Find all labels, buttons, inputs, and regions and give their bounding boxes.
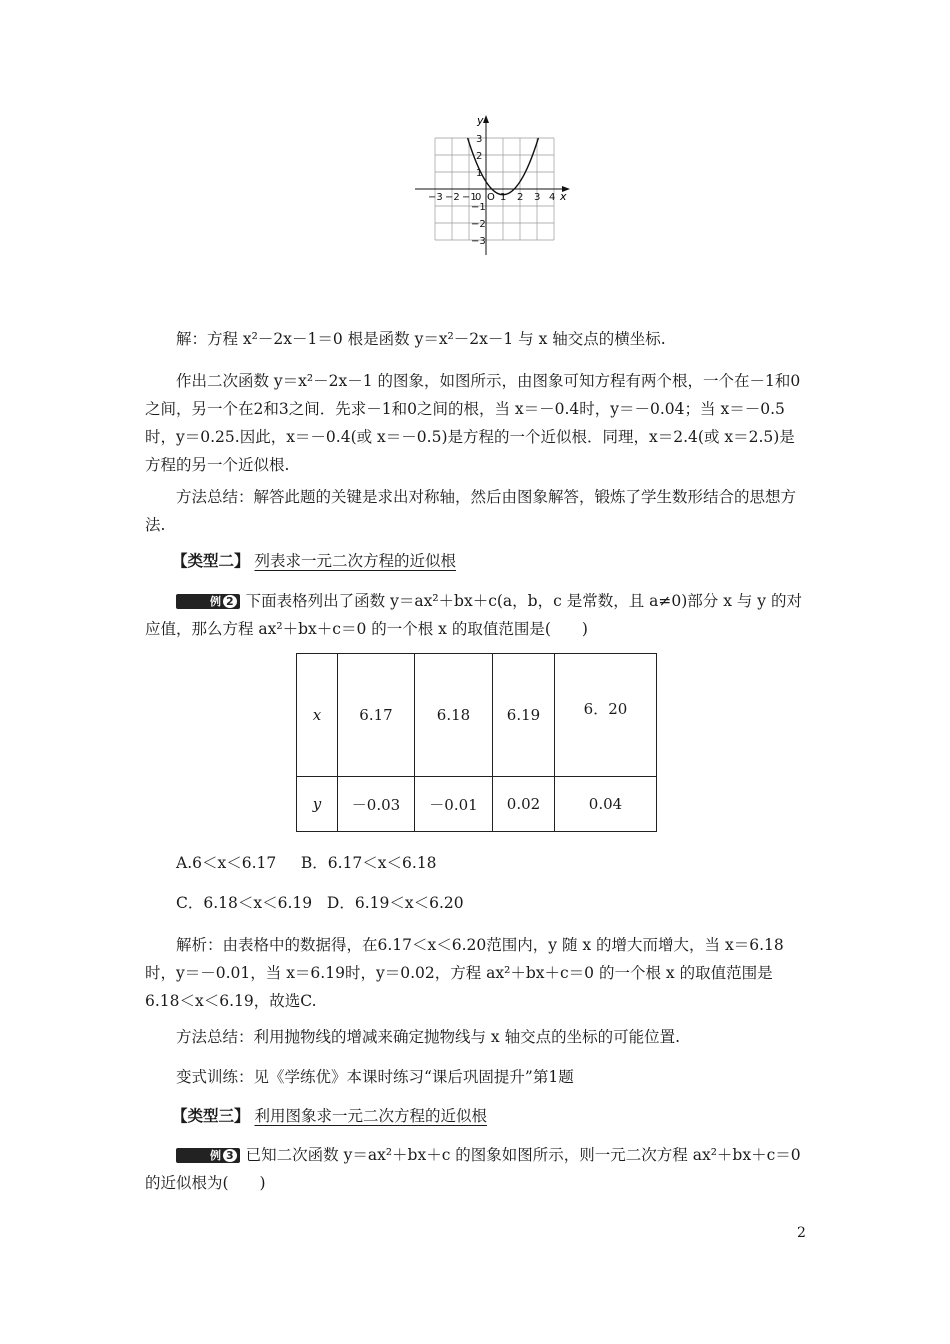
table-row bbox=[297, 654, 657, 777]
ex2-options-ab bbox=[176, 852, 437, 874]
table-cell: 6.18 bbox=[415, 654, 493, 777]
page-number: 2 bbox=[797, 1225, 806, 1241]
table-cell: －0.03 bbox=[338, 777, 415, 832]
table-cell: 0.02 bbox=[493, 777, 555, 832]
parabola-graph bbox=[410, 110, 580, 260]
ex1-summary: 方法总结：解答此题的关键是求出对称轴，然后由图象解答，锻炼了学生数形结合的思想方法. bbox=[145, 488, 797, 534]
type3-bracket: 【类型三】 bbox=[172, 1106, 250, 1125]
option-b: B．6.17＜x＜6.18 bbox=[300, 854, 437, 872]
type3-heading bbox=[172, 1105, 487, 1127]
origin-label: O bbox=[487, 192, 495, 203]
table-row bbox=[297, 777, 657, 832]
graph-axes bbox=[415, 118, 568, 255]
y-axis-label: y bbox=[477, 114, 484, 127]
ex2-summary: 方法总结：利用抛物线的增减来确定抛物线与 x 轴交点的坐标的可能位置. bbox=[176, 1028, 681, 1046]
x-tick-label: 1 bbox=[500, 192, 507, 203]
type2-title: 列表求一元二次方程的近似根 bbox=[254, 552, 456, 570]
type3-title: 利用图象求一元二次方程的近似根 bbox=[254, 1107, 487, 1125]
example-badge: 例 3 bbox=[176, 1148, 240, 1163]
xy-value-table bbox=[296, 653, 657, 832]
y-tick-label: −2 bbox=[471, 219, 486, 230]
table-cell: 6.19 bbox=[493, 654, 555, 777]
y-axis-arrow bbox=[483, 115, 489, 123]
x-tick-label: −3 bbox=[428, 192, 443, 203]
type2-heading bbox=[172, 550, 456, 572]
x-tick-label: 0 bbox=[475, 192, 482, 203]
ex2-analysis: 解析：由表格中的数据得，在6.17＜x＜6.20范围内，y 随 x 的增大而增大，当 x＝6.18时，y＝－0.01，当 x＝6.19时，y＝0.02，方程 ax²＋bx＋c＝0 的一个根 x 的取值范围是6.18＜x＜6.19，故选C. bbox=[145, 936, 784, 1010]
y-tick-label: −1 bbox=[471, 202, 486, 213]
table-header-cell: x bbox=[297, 654, 338, 777]
table-cell: 6.17 bbox=[338, 654, 415, 777]
ex1-solution-line: 解：方程 x²－2x－1＝0 根是函数 y＝x²－2x－1 与 x 轴交点的横坐标. bbox=[176, 330, 666, 348]
x-tick-label: 2 bbox=[517, 192, 524, 203]
ex2-question-block bbox=[145, 587, 807, 643]
example-badge: 例 2 bbox=[176, 594, 240, 609]
y-tick-label: 3 bbox=[476, 134, 483, 145]
y-tick-label: 1 bbox=[476, 168, 483, 179]
option-d: D．6.19＜x＜6.20 bbox=[326, 894, 464, 912]
option-c: C．6.18＜x＜6.19 bbox=[176, 894, 313, 912]
y-tick-label: −3 bbox=[471, 236, 486, 247]
x-axis-label: x bbox=[560, 190, 567, 203]
table-cell: 6．20 bbox=[555, 654, 657, 777]
ex1-paragraph: 作出二次函数 y＝x²－2x－1 的图象，如图所示，由图象可知方程有两个根，一个在－1和0之间，另一个在2和3之间．先求－1和0之间的根，当 x＝－0.4时，y＝－0.04；当 x＝－0.5时，y＝0.25.因此，x＝－0.4(或 x＝－0.5)是方程的一个近似根．同理，x＝2.4(或 x＝2.5)是方程的另一个近似根. bbox=[145, 372, 801, 474]
ex2-options-cd bbox=[176, 892, 464, 914]
ex2-practice: 变式训练：见《学练优》本课时练习“课后巩固提升”第1题 bbox=[176, 1068, 574, 1086]
table-cell: －0.01 bbox=[415, 777, 493, 832]
ex2-question: 下面表格列出了函数 y＝ax²＋bx＋c(a，b，c 是常数，且 a≠0)部分 x 与 y 的对应值，那么方程 ax²＋bx＋c＝0 的一个根 x 的取值范围是( ) bbox=[145, 592, 802, 638]
ex3-question: 已知二次函数 y＝ax²＋bx＋c 的图象如图所示，则一元二次方程 ax²＋bx＋c＝0 的近似根为( ) bbox=[145, 1146, 801, 1192]
x-tick-label: −1 bbox=[462, 192, 477, 203]
ex3-question-block bbox=[145, 1141, 807, 1197]
table-header-cell: y bbox=[297, 777, 338, 832]
y-tick-label: 2 bbox=[476, 151, 483, 162]
table-cell: 0.04 bbox=[555, 777, 657, 832]
x-tick-label: −2 bbox=[445, 192, 460, 203]
option-a: A.6＜x＜6.17 bbox=[176, 854, 277, 872]
type2-bracket: 【类型二】 bbox=[172, 551, 250, 570]
x-tick-label: 3 bbox=[534, 192, 541, 203]
x-tick-label: 4 bbox=[549, 192, 556, 203]
